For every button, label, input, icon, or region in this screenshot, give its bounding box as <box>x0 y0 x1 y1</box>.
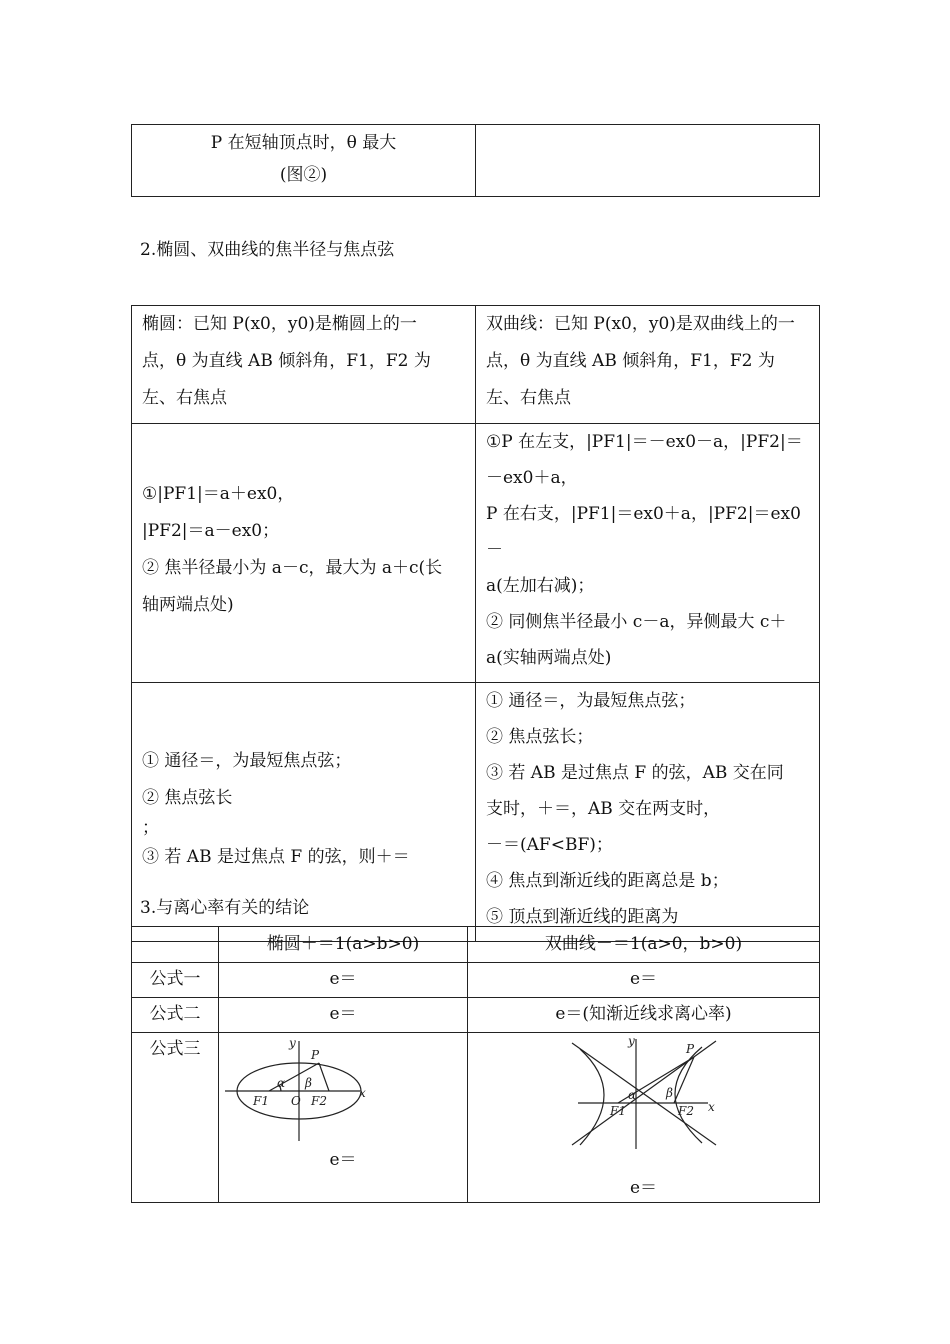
label-alpha: α <box>628 1088 637 1102</box>
label-x: x <box>359 1086 366 1100</box>
table-focal <box>131 305 820 942</box>
hyperbola-definition-cell <box>476 306 820 424</box>
section-3-title: 3.与离心率有关的结论 <box>140 898 310 918</box>
label-F1: F1 <box>610 1104 626 1118</box>
hyperbola-radius-line-2: －ex0＋a， <box>486 468 578 488</box>
label-y: y <box>289 1036 296 1050</box>
ecc-row-hyperbola: e＝ <box>468 963 820 998</box>
label-F2: F2 <box>678 1104 694 1118</box>
ecc-row-hyperbola: e＝(知渐近线求离心率) <box>468 998 820 1033</box>
table-top-left-cell <box>132 125 476 197</box>
ellipse-diagram <box>219 1033 468 1143</box>
hyperbola-focal-radius-cell <box>476 424 820 683</box>
ellipse-radius-line-2: |PF2|＝a－ex0； <box>142 521 280 541</box>
ecc-header-ellipse: 椭圆＋＝1(a>b>0) <box>219 927 468 963</box>
ellipse-definition-cell <box>132 306 476 424</box>
hyperbola-chord-line-6: ④ 焦点到渐近线的距离总是 b； <box>486 871 729 891</box>
table-top-right-cell <box>476 125 820 197</box>
ellipse-focal-radius-cell <box>132 424 476 683</box>
hyperbola-chord-line-5: －＝(AF<BF)； <box>486 835 613 855</box>
hyperbola-chord-line-7: ⑤ 顶点到渐近线的距离为 <box>486 907 679 927</box>
ellipse-radius-line-4: 轴两端点处) <box>142 595 234 615</box>
table-top-text-1: P 在短轴顶点时，θ 最大 <box>210 133 397 153</box>
hyperbola-radius-line-5: ② 同侧焦半径最小 c－a，异侧最大 c＋ <box>486 612 787 632</box>
label-beta: β <box>666 1086 673 1100</box>
hyperbola-def-line-2: 点，θ 为直线 AB 倾斜角，F1，F2 为 <box>486 351 775 371</box>
hyperbola-radius-line-3: P 在右支，|PF1|＝ex0＋a，|PF2|＝ex0－ <box>486 504 801 560</box>
hyperbola-chord-line-1: ① 通径＝，为最短焦点弦； <box>486 691 696 711</box>
ellipse-radius-line-3: ② 焦半径最小为 a－c，最大为 a＋c(长 <box>142 558 443 578</box>
hyperbola-def-line-3: 左、右焦点 <box>486 388 571 408</box>
ecc-hyperbola-figure-cell <box>468 1033 820 1203</box>
label-F1: F1 <box>253 1094 269 1108</box>
hyperbola-chord-line-3: ③ 若 AB 是过焦点 F 的弦，AB 交在同 <box>486 763 784 783</box>
ellipse-chord-line-2: ② 焦点弦长 <box>142 787 233 808</box>
label-F2: F2 <box>311 1094 327 1108</box>
label-alpha: α <box>277 1076 286 1090</box>
label-P: P <box>686 1042 695 1056</box>
ellipse-chord-line-4: ③ 若 AB 是过焦点 F 的弦，则＋＝ <box>142 846 410 867</box>
label-O: O <box>291 1094 301 1108</box>
focal-line-2 <box>319 1063 329 1091</box>
label-x: x <box>708 1100 715 1114</box>
ecc-row-ellipse: e＝ <box>219 963 468 998</box>
table-top <box>131 124 820 197</box>
hyperbola-chord-line-4: 支时，＋＝，AB 交在两支时， <box>486 799 721 819</box>
ellipse-chord-line-1: ① 通径＝，为最短焦点弦； <box>142 750 352 771</box>
ecc-ellipse-figure-cell <box>219 1033 468 1203</box>
ecc-row-label: 公式一 <box>132 963 219 998</box>
ecc-row-label: 公式二 <box>132 998 219 1033</box>
table-top-text-2: (图②) <box>279 165 328 185</box>
ecc-row-label: 公式三 <box>132 1033 219 1203</box>
ecc-header-hyperbola: 双曲线－＝1(a>0，b>0) <box>468 927 820 963</box>
label-beta: β <box>305 1076 312 1090</box>
hyperbola-radius-line-1: ①P 在左支，|PF1|＝－ex0－a，|PF2|＝ <box>486 432 803 452</box>
ecc-row-hyperbola: e＝ <box>629 1178 658 1198</box>
ecc-header-blank <box>132 927 219 963</box>
ellipse-def-line-1: 椭圆：已知 P(x0，y0)是椭圆上的一 <box>142 314 417 334</box>
hyperbola-right-branch <box>675 1047 702 1143</box>
ellipse-def-line-3: 左、右焦点 <box>142 388 227 408</box>
hyperbola-chord-line-2: ② 焦点弦长； <box>486 727 594 747</box>
hyperbola-radius-line-6: a(实轴两端点处) <box>486 648 612 668</box>
ecc-row-ellipse: e＝ <box>219 998 468 1033</box>
label-y: y <box>628 1034 635 1048</box>
section-2-title: 2.椭圆、双曲线的焦半径与焦点弦 <box>140 240 395 260</box>
hyperbola-radius-line-4: a(左加右减)； <box>486 576 595 596</box>
table-eccentricity <box>131 926 820 1203</box>
hyperbola-focal-chord-cell <box>476 683 820 942</box>
ellipse-def-line-2: 点，θ 为直线 AB 倾斜角，F1，F2 为 <box>142 351 431 371</box>
ellipse-radius-line-1: ①|PF1|＝a＋ex0， <box>142 484 295 504</box>
label-P: P <box>311 1048 320 1062</box>
ecc-row-ellipse: e＝ <box>329 1150 357 1170</box>
hyperbola-diagram <box>468 1033 820 1151</box>
ellipse-chord-line-3: ； <box>142 817 159 838</box>
hyperbola-def-line-1: 双曲线：已知 P(x0，y0)是双曲线上的一 <box>486 314 795 334</box>
